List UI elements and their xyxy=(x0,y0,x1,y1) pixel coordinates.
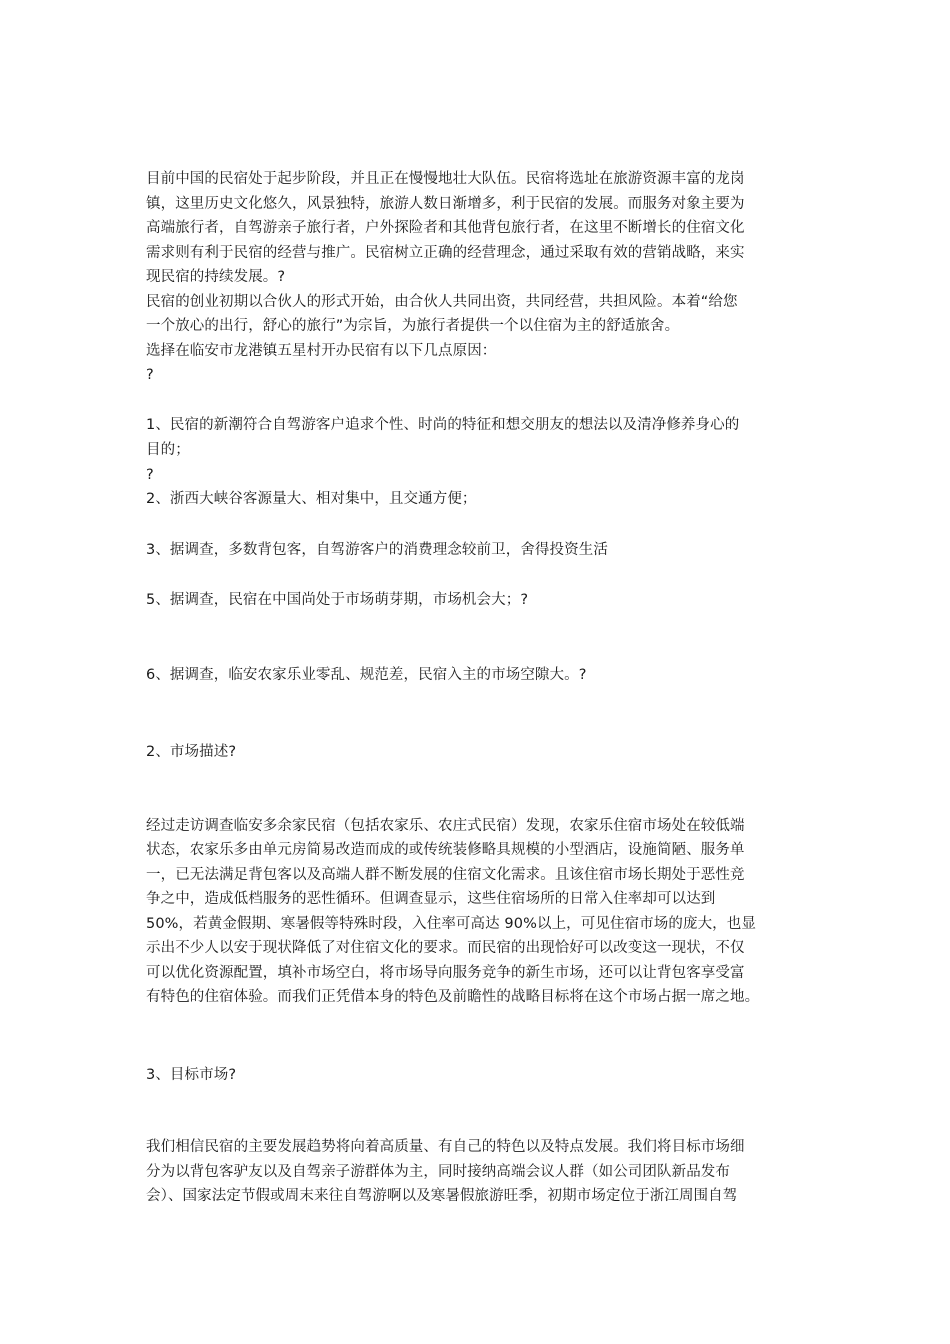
section2-line: 示出不少人以安于现状降低了对住宿文化的要求。而民宿的出现恰好可以改变这一现状，不仅 xyxy=(146,940,745,956)
section2-line: 一，已无法满足背包客以及高端人群不断发展的住宿文化需求。且该住宿市场长期处于恶性竞 xyxy=(146,867,745,883)
section2-line: 有特色的住宿体验。而我们正凭借本身的特色及前瞻性的战略目标将在这个市场占据一席之地。 xyxy=(146,989,760,1005)
intro-line: 民宿的创业初期以合伙人的形式开始，由合伙人共同出资，共同经营，共担风险。本着“给您 xyxy=(146,294,738,310)
intro-line: 高端旅行者，自驾游亲子旅行者，户外探险者和其他背包旅行者，在这里不断增长的住宿文化 xyxy=(146,220,745,236)
section-heading-market-description: 2、市场描述? xyxy=(146,744,237,760)
intro-line: 需求则有利于民宿的经营与推广。民宿树立正确的经营理念，通过采取有效的营销战略，来实 xyxy=(146,245,745,261)
section2-line: 50%，若黄金假期、寒暑假等特殊时段，入住率可高达 90%以上，可见住宿市场的庞大，也显 xyxy=(146,916,756,932)
reason-item-2: 2、浙西大峡谷客源量大、相对集中，且交通方便； xyxy=(146,491,477,507)
intro-line: 一个放心的出行，舒心的旅行”为宗旨，为旅行者提供一个以住宿为主的舒适旅舍。 xyxy=(146,318,680,334)
intro-line: 目前中国的民宿处于起步阶段，并且正在慢慢地壮大队伍。民宿将选址在旅游资源丰富的龙岗 xyxy=(146,171,745,187)
reason-item-1-cont: 目的； xyxy=(146,442,190,458)
section3-line: 我们相信民宿的主要发展趋势将向着高质量、有自己的特色以及特点发展。我们将目标市场细 xyxy=(146,1139,745,1155)
intro-line: 镇，这里历史文化悠久，风景独特，旅游人数日渐增多，利于民宿的发展。而服务对象主要为 xyxy=(146,196,745,212)
reason-item-5: 5、据调查，民宿在中国尚处于市场萌芽期，市场机会大；? xyxy=(146,592,529,608)
reason-mark: ? xyxy=(146,467,154,483)
section3-line: 会）、国家法定节假或周末来往自驾游啊以及寒暑假旅游旺季，初期市场定位于浙江周围自驾 xyxy=(146,1188,738,1204)
section2-line: 可以优化资源配置，填补市场空白，将市场导向服务竞争的新生市场，还可以让背包客享受富 xyxy=(146,965,745,981)
section2-line: 经过走访调查临安多余家民宿（包括农家乐、农庄式民宿）发现，农家乐住宿市场处在较低端 xyxy=(146,818,745,834)
reason-item-3: 3、据调查，多数背包客，自驾游客户的消费理念较前卫，舍得投资生活 xyxy=(146,542,608,558)
reason-item-1: 1、民宿的新潮符合自驾游客户追求个性、时尚的特征和想交朋友的想法以及清净修养身心的 xyxy=(146,417,740,433)
intro-line: ? xyxy=(146,367,154,383)
section2-line: 争之中，造成低档服务的恶性循环。但调查显示，这些住宿场所的日常入住率却可以达到 xyxy=(146,891,716,907)
reason-item-6: 6、据调查，临安农家乐业零乱、规范差，民宿入主的市场空隙大。? xyxy=(146,667,587,683)
section-heading-target-market: 3、目标市场? xyxy=(146,1067,237,1083)
intro-line: 现民宿的持续发展。? xyxy=(146,269,286,285)
section2-line: 状态，农家乐多由单元房简易改造而成的或传统装修略具规模的小型酒店，设施简陋、服务单 xyxy=(146,842,745,858)
section3-line: 分为以背包客驴友以及自驾亲子游群体为主，同时接纳高端会议人群（如公司团队新品发布 xyxy=(146,1164,730,1180)
intro-line: 选择在临安市龙港镇五星村开办民宿有以下几点原因： xyxy=(146,343,497,359)
